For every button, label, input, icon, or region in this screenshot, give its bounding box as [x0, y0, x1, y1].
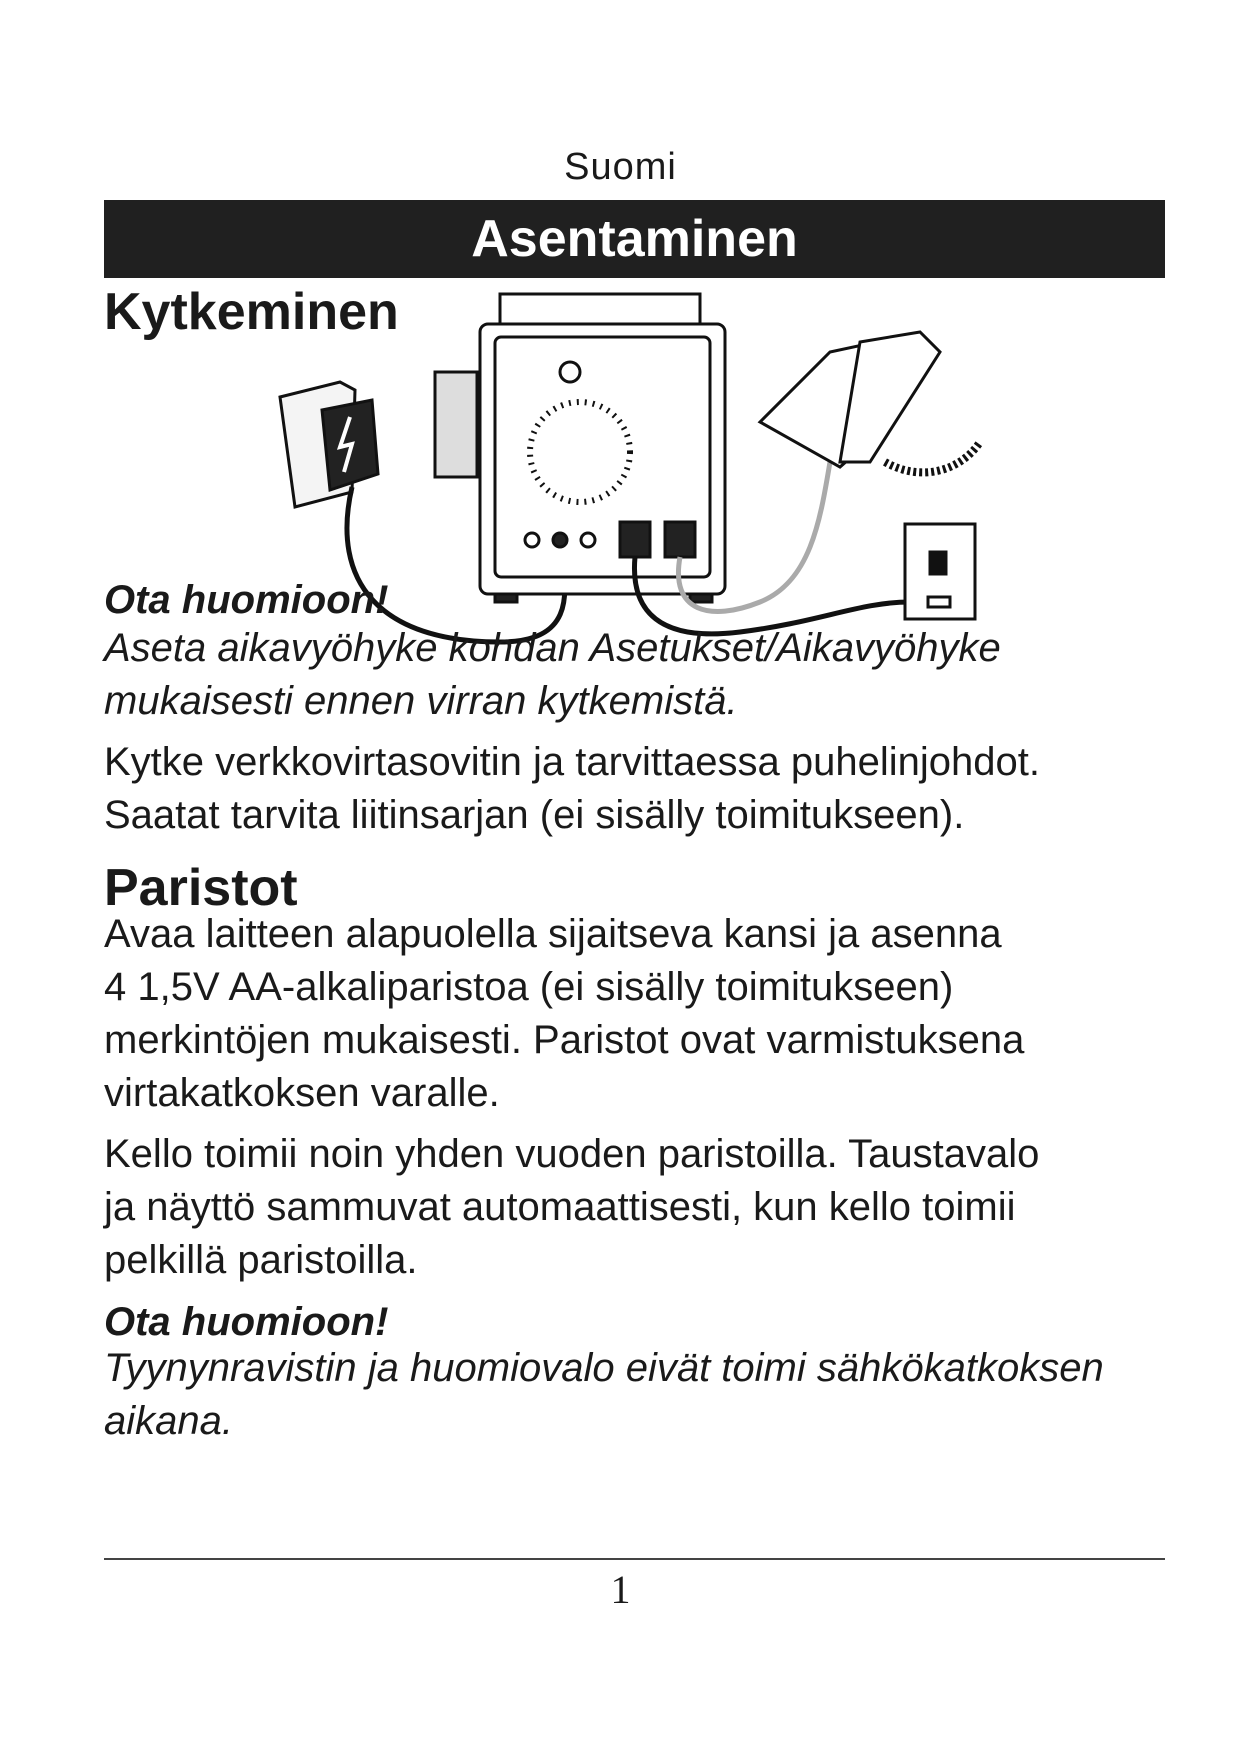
- body-line: Saatat tarvita liitinsarjan (ei sisälly toimitukseen).: [104, 793, 965, 837]
- note-line: Aseta aikavyöhyke kohdan Asetukset/Aikavyöhyke: [104, 626, 1001, 670]
- body-line: pelkillä paristoilla.: [104, 1238, 418, 1282]
- body-line: 4 1,5V AA-alkaliparistoa (ei sisälly toimitukseen): [104, 965, 954, 1009]
- body-line: merkintöjen mukaisesti. Paristot ovat varmistuksena: [104, 1018, 1025, 1062]
- body-line: Avaa laitteen alapuolella sijaitseva kansi ja asenna: [104, 912, 1002, 956]
- body-line: virtakatkoksen varalle.: [104, 1071, 500, 1115]
- body-line: Kytke verkkovirtasovitin ja tarvittaessa puhelinjohdot.: [104, 740, 1041, 784]
- body-line: ja näyttö sammuvat automaattisesti, kun kello toimii: [104, 1185, 1016, 1229]
- section-banner: Asentaminen: [104, 200, 1165, 278]
- note-line: Tyynynravistin ja huomiovalo eivät toimi sähkökatkoksen: [104, 1346, 1104, 1390]
- telephone-icon: [760, 332, 980, 472]
- note-heading-1: Ota huomioon!: [104, 578, 389, 622]
- note-line: aikana.: [104, 1399, 233, 1443]
- language-label: Suomi: [564, 146, 677, 188]
- heading-paristot: Paristot: [104, 859, 298, 917]
- footer-divider: [104, 1558, 1165, 1560]
- power-adapter-icon: [280, 382, 378, 507]
- heading-kytkeminen: Kytkeminen: [104, 283, 399, 341]
- note-line: mukaisesti ennen virran kytkemistä.: [104, 679, 738, 723]
- body-line: Kello toimii noin yhden vuoden paristoilla. Taustavalo: [104, 1132, 1040, 1176]
- wall-socket-icon: [905, 524, 975, 619]
- device-back-panel-icon: [435, 294, 725, 602]
- note-heading-2: Ota huomioon!: [104, 1300, 389, 1344]
- page-number: 1: [610, 1567, 631, 1612]
